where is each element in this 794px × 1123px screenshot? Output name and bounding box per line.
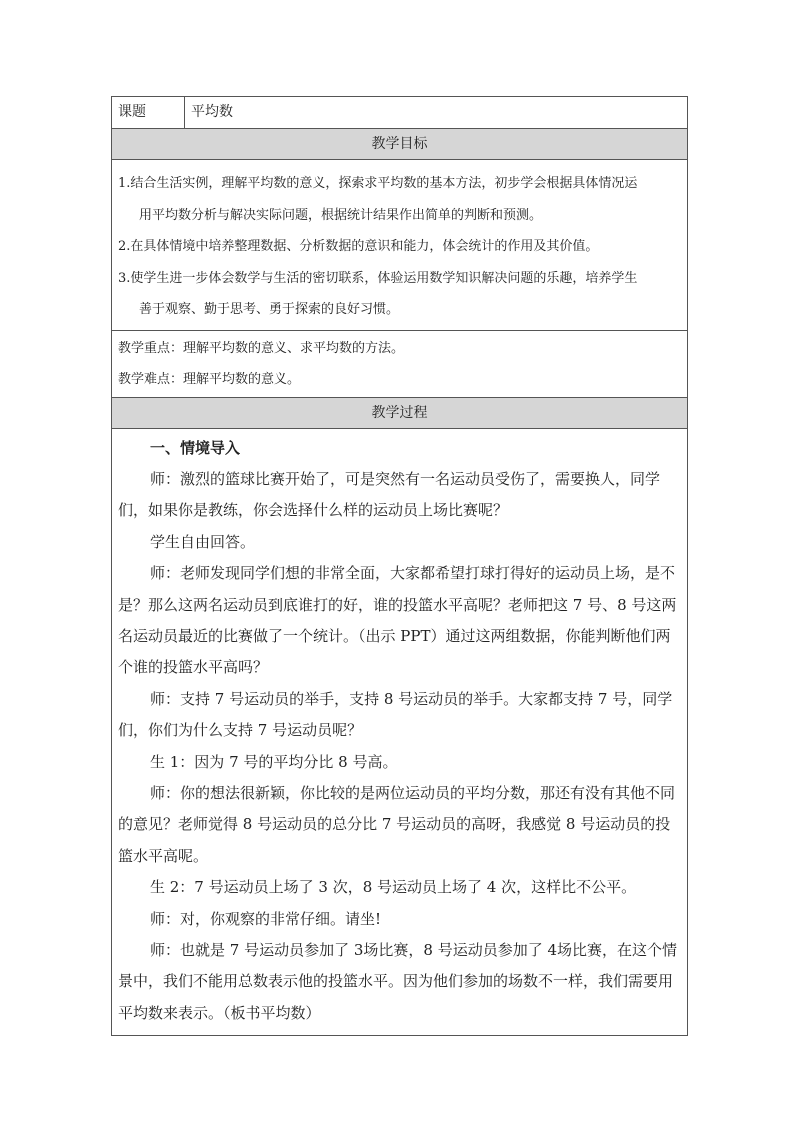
paragraph: 生 2：7 号运动员上场了 3 次，8 号运动员上场了 4 次，这样比不公平。 — [150, 878, 637, 897]
title-row — [112, 97, 688, 129]
process-header: 教学过程 — [112, 397, 688, 428]
paragraph: 师：你的想法很新颖，你比较的是两位运动员的平均分数，那还有没有其他不同的意见？老师觉得 8 号运动员的总分比 7 号运动员的高呀，我感觉 8 号运动员的投篮水平高呢。 — [118, 783, 676, 865]
keys-cell — [112, 330, 688, 397]
title-label: 课题 — [112, 97, 185, 129]
goal-item-3-cont: 善于观察、勤于思考、勇于探索的良好习惯。 — [139, 302, 400, 317]
paragraph: 师：激烈的篮球比赛开始了，可是突然有一名运动员受伤了，需要换人，同学们，如果你是教练，你会选择什么样的运动员上场比赛呢？ — [118, 469, 661, 520]
goals-list — [112, 160, 688, 331]
paragraph: 师：支持 7 号运动员的举手，支持 8 号运动员的举手。大家都支持 7 号，同学们，你们为什么支持 7 号运动员呢？ — [118, 689, 673, 740]
section-heading: 一、情境导入 — [150, 438, 241, 457]
goals-header: 教学目标 — [112, 129, 688, 160]
paragraph: 师：老师发现同学们想的非常全面，大家都希望打球打得好的运动员上场，是不是？那么这两名运动员到底谁打的好，谁的投篮水平高呢？老师把这 7 号、8 号这两名运动员最近的比赛做了一个统计。（出示 PPT）通过这两组数据，你能判断他们两个谁的投篮水平高吗？ — [118, 564, 677, 677]
goal-item-1: 1.结合生活实例，理解平均数的意义，探索求平均数的基本方法，初步学会根据具体情况运 — [118, 176, 638, 191]
paragraph: 生 1：因为 7 号的平均分比 8 号高。 — [150, 752, 398, 771]
goals-header-row — [112, 129, 688, 160]
process-row — [112, 428, 688, 1036]
title-value: 平均数 — [185, 97, 688, 129]
keys-row — [112, 330, 688, 397]
teaching-focus: 教学重点：理解平均数的意义、求平均数的方法。 — [118, 340, 405, 356]
lesson-plan-table — [111, 96, 688, 1036]
teaching-difficulty: 教学难点：理解平均数的意义。 — [118, 371, 301, 387]
process-cell — [112, 428, 688, 1036]
goal-item-3: 3.使学生进一步体会数学与生活的密切联系，体验运用数学知识解决问题的乐趣，培养学生 — [118, 270, 638, 286]
goal-item-1-cont: 用平均数分析与解决实际问题，根据统计结果作出简单的判断和预测。 — [139, 207, 543, 223]
process-header-row — [112, 397, 688, 428]
paragraph: 学生自由回答。 — [150, 532, 256, 551]
paragraph: 师：也就是 7 号运动员参加了 3场比赛，8 号运动员参加了 4场比赛，在这个情景中，我们不能用总数表示他的投篮水平。因为他们参加的场数不一样，我们需要用平均数来表示。（板书平均数） — [118, 941, 678, 1022]
goals-row — [112, 160, 688, 331]
goal-item-2: 2.在具体情境中培养整理数据、分析数据的意识和能力，体会统计的作用及其价值。 — [118, 239, 599, 254]
paragraph: 师：对，你观察的非常仔细。请坐! — [150, 909, 382, 928]
